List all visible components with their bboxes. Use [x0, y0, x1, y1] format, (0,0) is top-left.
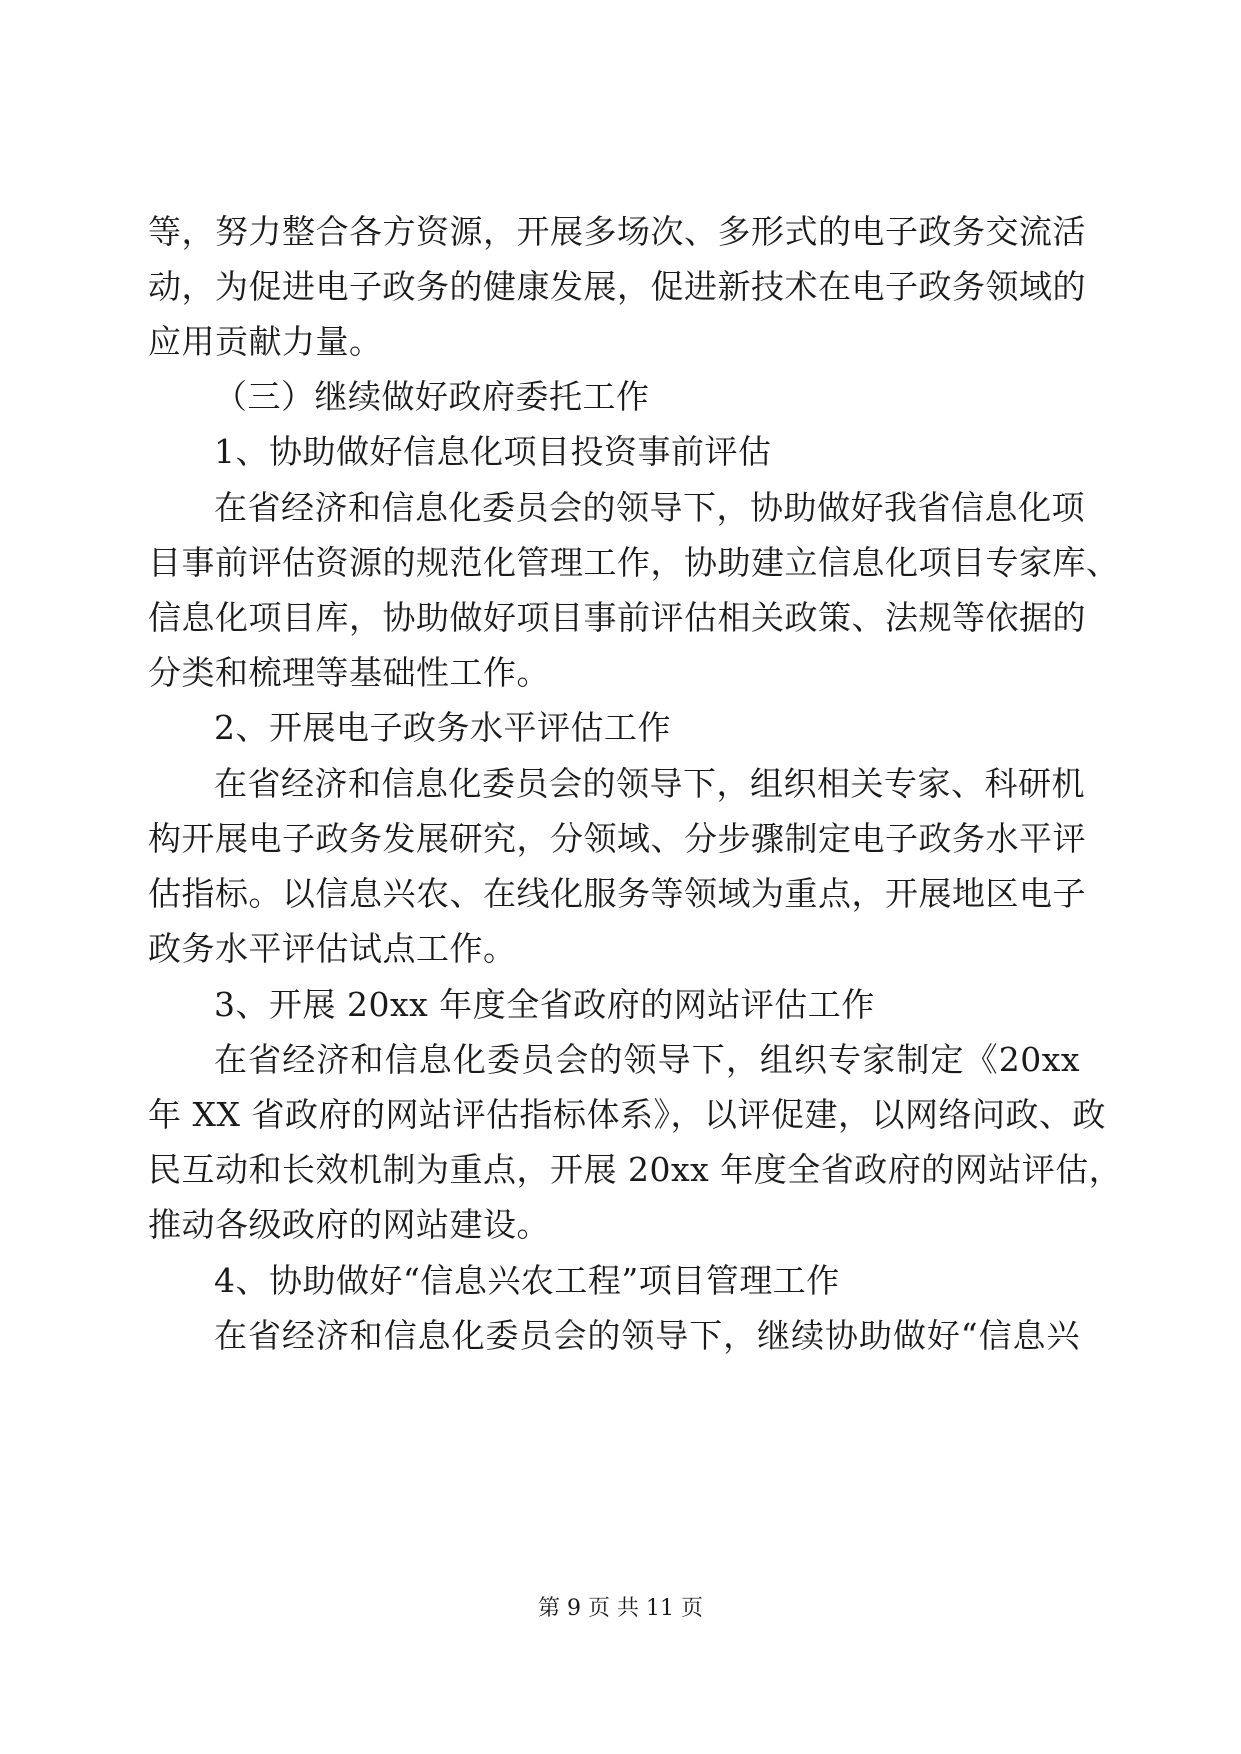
body-text-line: 目事前评估资源的规范化管理工作，协助建立信息化项目专家库、 [148, 543, 1120, 582]
page-footer: 第 9 页 共 11 页 [538, 1596, 703, 1621]
body-text-line: 应用贡献力量。 [148, 322, 383, 361]
body-text-line: 动，为促进电子政务的健康发展，促进新技术在电子政务领域的 [148, 267, 1086, 306]
subsection-heading: 2、开展电子政务水平评估工作 [214, 708, 671, 747]
body-text-line: 信息化项目库，协助做好项目事前评估相关政策、法规等依据的 [148, 598, 1086, 637]
body-text-line: 年 XX 省政府的网站评估指标体系》，以评促建，以网络问政、政 [148, 1095, 1106, 1134]
subsection-heading: 4、协助做好“信息兴农工程”项目管理工作 [214, 1261, 840, 1300]
body-text-line: 在省经济和信息化委员会的领导下，协助做好我省信息化项 [214, 488, 1085, 527]
body-text-line: 政务水平评估试点工作。 [148, 929, 517, 968]
subsection-heading: 3、开展 20xx 年度全省政府的网站评估工作 [214, 985, 875, 1024]
body-text-line: 在省经济和信息化委员会的领导下，组织专家制定《20xx [214, 1040, 1080, 1079]
section-heading: （三）继续做好政府委托工作 [214, 377, 650, 416]
body-text-line: 估指标。以信息兴农、在线化服务等领域为重点，开展地区电子 [148, 874, 1086, 913]
body-text-line: 民互动和长效机制为重点，开展 20xx 年度全省政府的网站评估， [148, 1150, 1123, 1189]
body-text-line: 在省经济和信息化委员会的领导下，继续协助做好“信息兴 [214, 1316, 1080, 1355]
body-text-line: 分类和梳理等基础性工作。 [148, 653, 550, 692]
subsection-heading: 1、协助做好信息化项目投资事前评估 [214, 432, 772, 471]
body-text-line: 等，努力整合各方资源，开展多场次、多形式的电子政务交流活 [148, 212, 1086, 251]
body-text-line: 在省经济和信息化委员会的领导下，组织相关专家、科研机 [214, 764, 1085, 803]
body-text-line: 构开展电子政务发展研究，分领域、分步骤制定电子政务水平评 [148, 819, 1086, 858]
body-text-line: 推动各级政府的网站建设。 [148, 1205, 550, 1244]
